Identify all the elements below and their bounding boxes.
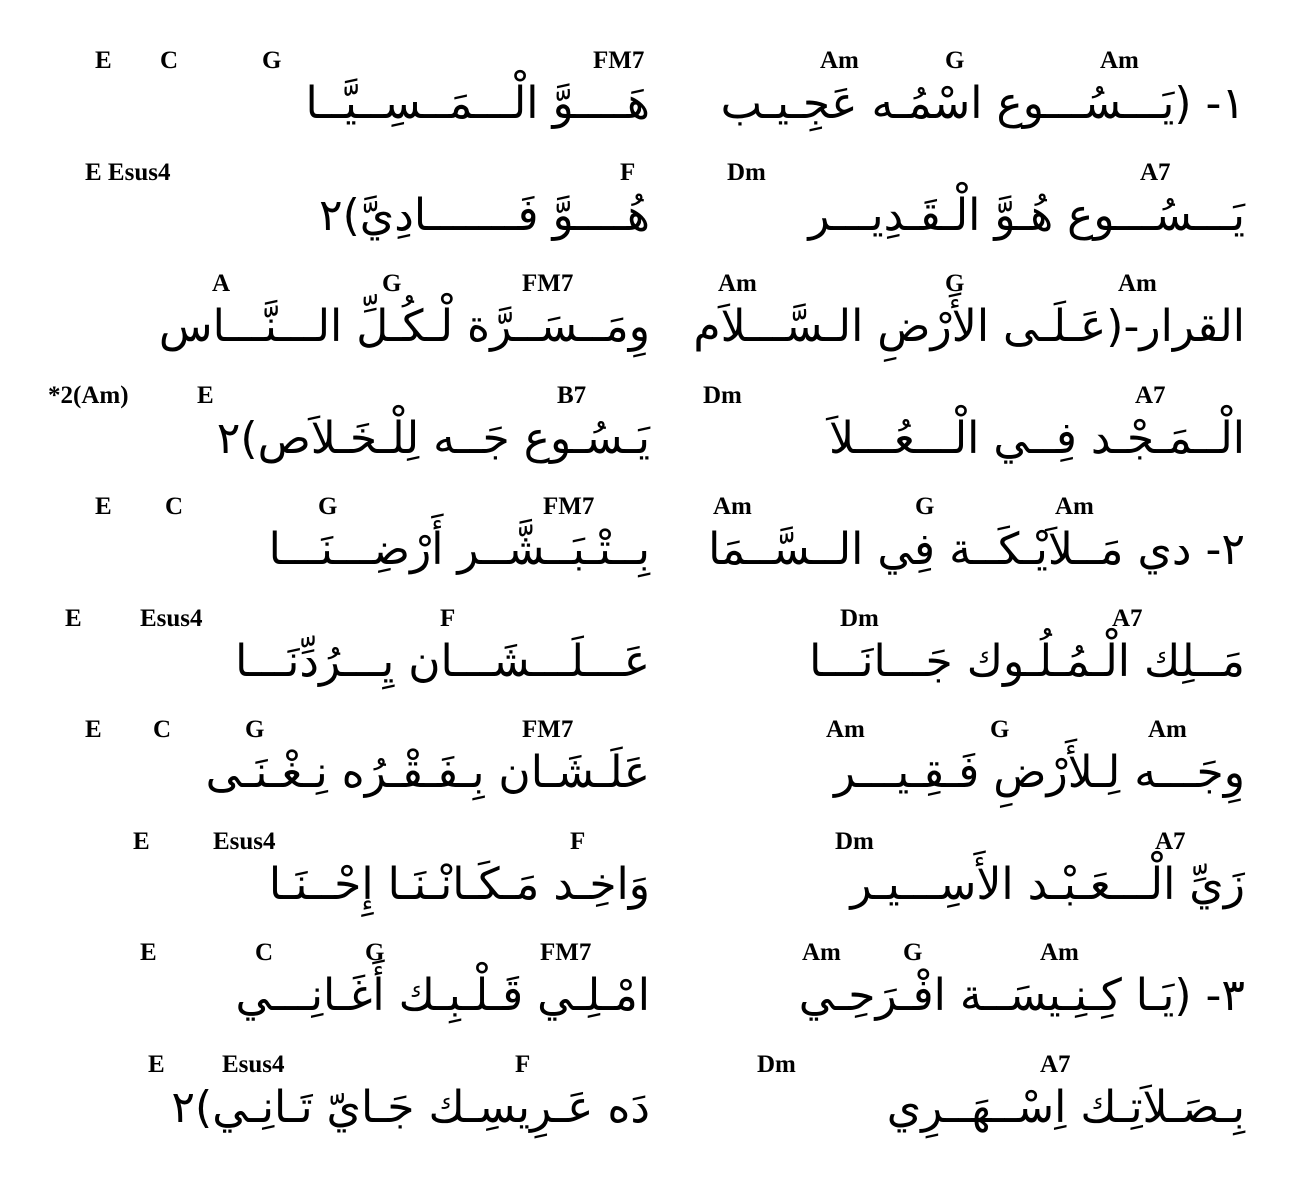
chord-label: C [165, 493, 184, 520]
chord-label: A7 [1135, 381, 1166, 409]
chord-label: G [382, 270, 402, 297]
lyric-left: امْـلِـي قَـلْـبِـك أَغَـانِـــي [235, 970, 650, 1021]
chord-label: C [160, 47, 179, 74]
chord-label: E [148, 1050, 165, 1078]
chord-label: F [620, 158, 636, 186]
chord-label: G [990, 716, 1010, 743]
chord-label: Am [1118, 270, 1157, 297]
chord-label: G [903, 939, 923, 966]
chord-label: Am [718, 270, 757, 297]
chord-label: F [570, 827, 586, 855]
lyric-right: مَــلِك الْـمُـلُـوك جَـــانَـــا [809, 635, 1245, 687]
chord-label: Am [802, 939, 841, 966]
chord-label: Dm [835, 827, 874, 855]
lyric-right: زَيِّ الْـــعَـبْـد الأَسِـــيـر [850, 858, 1245, 910]
chord-label: C [153, 716, 172, 743]
chord-label: E [197, 381, 214, 409]
lyric-left: دَه عَـرِيسِـك جَـايّ تَـانِـي)٢ [171, 1081, 650, 1133]
lyric-left: عَلَـشَـان بِـفَـقْـرُه نِـغْـنَـى [205, 747, 650, 798]
chord-label: Esus4 [213, 827, 276, 855]
lyric-right: ١- (يَـــسُـــوع اسْمُـه عَجِـيـب [720, 78, 1245, 129]
chord-label: B7 [557, 381, 587, 409]
lyric-right: ٣- (يَـا كِـنِـيسَــة افْـرَحِـي [798, 970, 1245, 1021]
chord-label: F [440, 604, 456, 632]
chord-label: Dm [727, 158, 766, 186]
lyric-left: وِمَــسَــرَّة لْـكُـلِّ الـــنَّـــاس [158, 301, 650, 352]
lyric-left: وَاخِـد مَـكَـانْـنَـا إِحْــنَـا [268, 858, 650, 910]
chord-label: A [212, 270, 231, 297]
chord-label: Am [1055, 493, 1094, 520]
chord-label: C [255, 939, 274, 966]
chord-label: Am [820, 47, 859, 74]
lyric-right: القرار-(عَـلَـى الأَرْضِ الـسَّـــلاَم [693, 301, 1245, 352]
chord-label: G [262, 47, 282, 74]
chord-label: E [85, 716, 102, 743]
chord-label: Am [826, 716, 865, 743]
chord-label: G [365, 939, 385, 966]
chord-label: Dm [840, 604, 879, 632]
chord-label: FM7 [593, 47, 645, 74]
chord-label: E [133, 827, 150, 855]
chord-label: Dm [757, 1050, 796, 1078]
lyric-right: الْــمَـجْـد فِــي الْـــعُـــلاَ [828, 412, 1245, 464]
chord-label: FM7 [522, 270, 574, 297]
chord-label: Am [1040, 939, 1079, 966]
chord-label: G [915, 493, 935, 520]
lyric-right: بِـصَـلاَتِـك اِسْــهَــرِي [886, 1081, 1245, 1133]
chord-label: E [95, 47, 112, 74]
lyric-left: هُــــوَّ فَـــــــادِيَّ)٢ [319, 189, 650, 241]
chord-label: G [945, 270, 965, 297]
lyric-left: يَـسُـوع جَــه لِلْـخَـلاَص)٢ [216, 412, 650, 464]
chord-label: Am [713, 493, 752, 520]
chord-label: FM7 [522, 716, 574, 743]
lyric-right: ٢- دي مَــلاَيْـكَــة فِي الــسَّــمَا [708, 524, 1245, 575]
chord-label: A7 [1155, 827, 1186, 855]
lyric-left: عَـــلَـــشَـــان يِـــرُدِّنَـــا [235, 635, 650, 687]
chord-label: G [318, 493, 338, 520]
chord-label: E [95, 493, 112, 520]
lyric-left: هَــــوَّ الْـــمَــسِــيَّــا [305, 78, 650, 129]
chord-label: A7 [1040, 1050, 1071, 1078]
chord-label: Esus4 [222, 1050, 285, 1078]
chord-label: E Esus4 [85, 158, 171, 186]
lyric-right: يَـــسُـــوع هُـوَّ الْـقَـدِيـــر [808, 189, 1245, 241]
lyric-left: بِــتْـبَــشَّــر أَرْضِـــنَـــا [268, 524, 650, 575]
chord-label: Am [1148, 716, 1187, 743]
chord-label: Esus4 [140, 604, 203, 632]
chord-label: E [65, 604, 82, 632]
chord-label: A7 [1140, 158, 1171, 186]
chord-label: E [140, 939, 157, 966]
chord-label: G [945, 47, 965, 74]
chord-label: FM7 [543, 493, 595, 520]
chord-label: FM7 [540, 939, 592, 966]
chord-label: A7 [1112, 604, 1143, 632]
chord-label: Am [1100, 47, 1139, 74]
lyric-right: وِجَـــه لِـلأَرْضِ فَـقِـيـــر [834, 747, 1245, 798]
chord-label: F [515, 1050, 531, 1078]
chord-label: G [245, 716, 265, 743]
chord-label: Dm [703, 381, 742, 409]
chord-label: *2(Am) [48, 381, 129, 409]
